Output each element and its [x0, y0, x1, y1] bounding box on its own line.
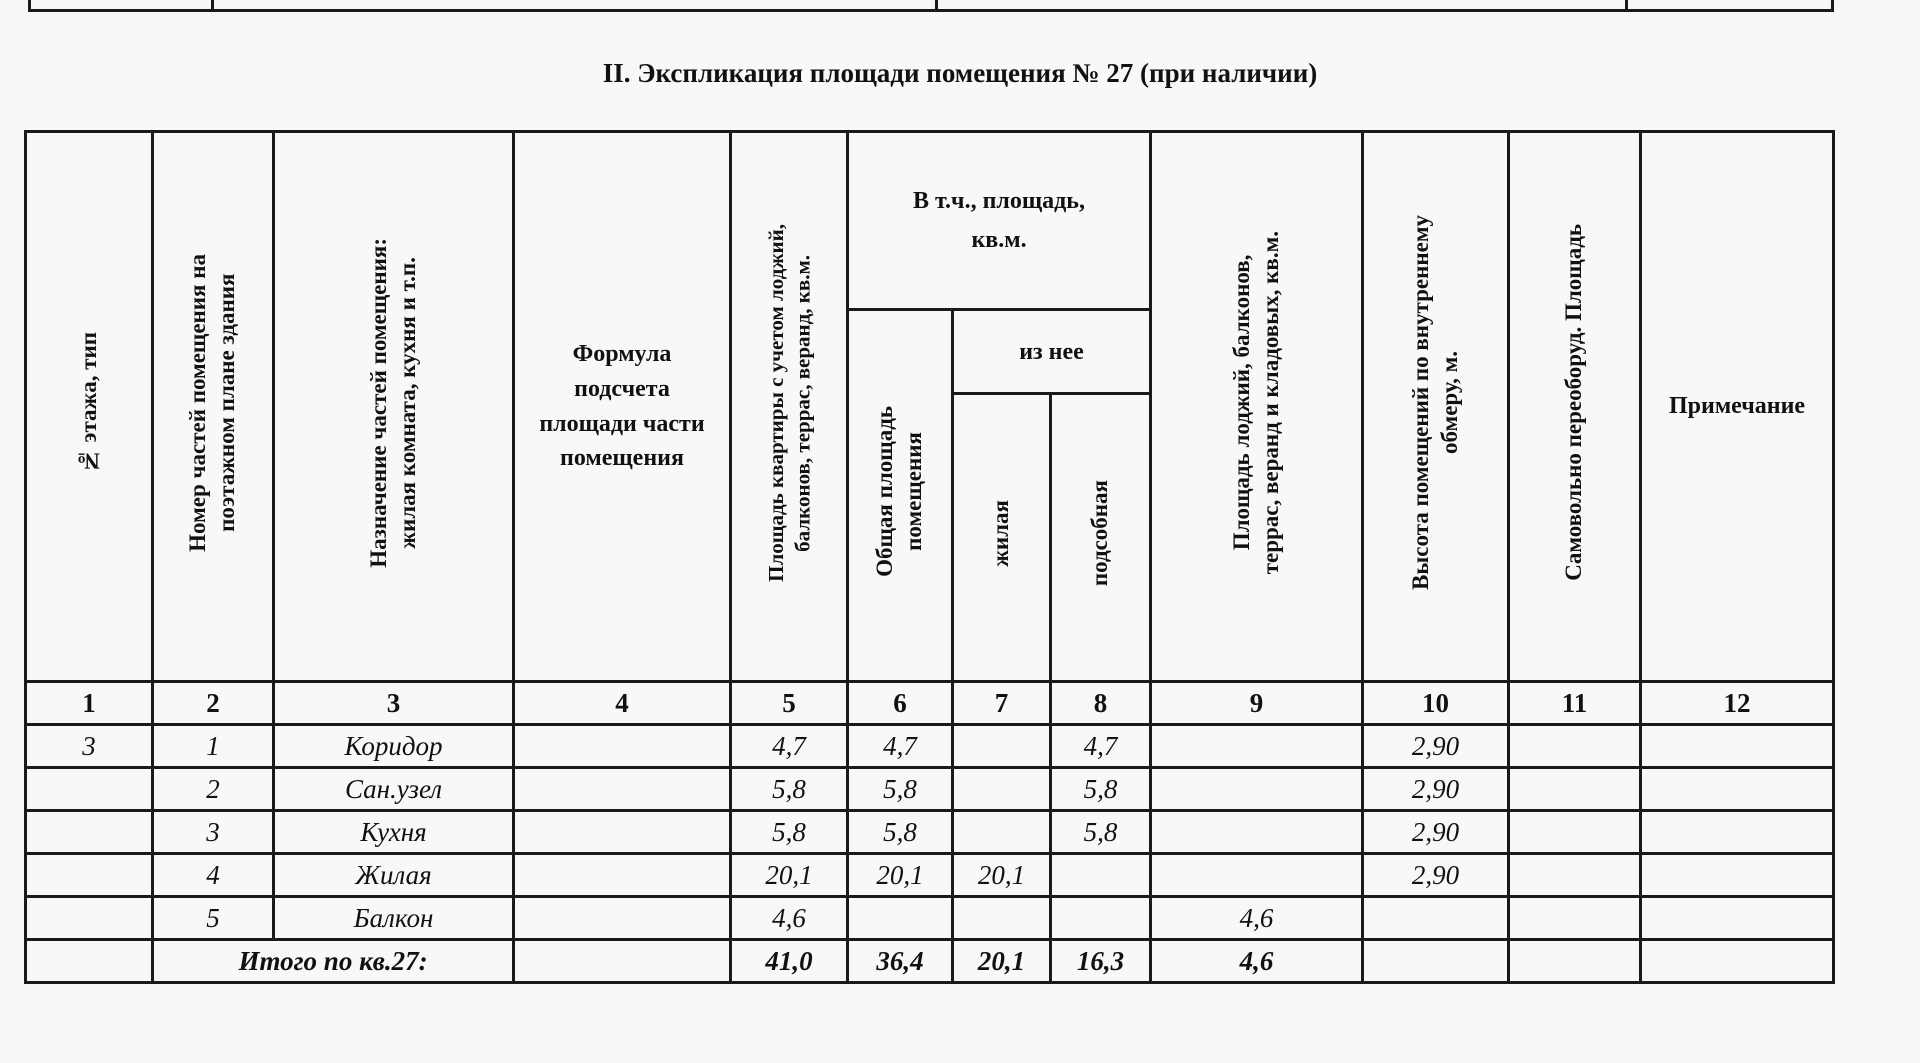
cell-auxiliary: 5,8: [1051, 811, 1151, 854]
cell-name: Сан.узел: [274, 768, 514, 811]
header-formula: Формула подсчета площади части помещения: [514, 132, 731, 682]
cell-formula: [514, 725, 731, 768]
col-number: 5: [731, 682, 848, 725]
col-number: 9: [1151, 682, 1363, 725]
explication-table: [24, 130, 1835, 984]
cell-number: 2: [153, 768, 274, 811]
cell-height: 2,90: [1363, 768, 1509, 811]
table-row: [26, 811, 1834, 854]
cell-floor: 3: [26, 725, 153, 768]
table-row: [26, 768, 1834, 811]
header-floor: № этажа, тип: [26, 132, 153, 682]
total-row: [26, 940, 1834, 983]
previous-table-bottom: [28, 0, 1834, 12]
header-unauthorized: Самовольно переоборуд. Площадь: [1509, 132, 1641, 682]
cell-loggia: [1151, 768, 1363, 811]
column-numbers-row: [26, 682, 1834, 725]
header-general-area: Общая площадь помещения: [848, 310, 953, 682]
cell-living: 20,1: [953, 854, 1051, 897]
cell-height: 2,90: [1363, 854, 1509, 897]
cell-formula: [514, 768, 731, 811]
col-number: 11: [1509, 682, 1641, 725]
header-apartment-area: Площадь квартиры с учетом лоджий, балконов, террас, веранд, кв.м.: [731, 132, 848, 682]
cell-formula: [514, 811, 731, 854]
header-part-number: Номер частей помещения на поэтажном плане здания: [153, 132, 274, 682]
header-purpose: Назначение частей помещения: жилая комната, кухня и т.п.: [274, 132, 514, 682]
cell-note: [1641, 725, 1834, 768]
cell-empty: [1641, 940, 1834, 983]
cell-general: 20,1: [848, 854, 953, 897]
cell-unauth: [1509, 854, 1641, 897]
col-number: 2: [153, 682, 274, 725]
table-row: [26, 854, 1834, 897]
cell-empty: [1363, 940, 1509, 983]
cell-living: [953, 725, 1051, 768]
cell-floor: [26, 854, 153, 897]
col-number: 6: [848, 682, 953, 725]
cell-loggia: [1151, 854, 1363, 897]
section-title: II. Экспликация площади помещения № 27 (при наличии): [602, 58, 1318, 88]
table-row: [26, 897, 1834, 940]
cell-area: 5,8: [731, 811, 848, 854]
col-number: 10: [1363, 682, 1509, 725]
cell-living: [953, 811, 1051, 854]
cell-area: 20,1: [731, 854, 848, 897]
total-living: 20,1: [953, 940, 1051, 983]
header-living: жилая: [953, 394, 1051, 682]
cell-area: 4,7: [731, 725, 848, 768]
header-note: Примечание: [1641, 132, 1834, 682]
cell-height: [1363, 897, 1509, 940]
cell-loggia: 4,6: [1151, 897, 1363, 940]
header-row: [26, 132, 1834, 310]
total-loggia: 4,6: [1151, 940, 1363, 983]
cell-note: [1641, 768, 1834, 811]
cell-note: [1641, 811, 1834, 854]
cell-living: [953, 897, 1051, 940]
col-number: 8: [1051, 682, 1151, 725]
cell-formula: [514, 940, 731, 983]
cell-note: [1641, 897, 1834, 940]
cell-name: Коридор: [274, 725, 514, 768]
col-number: 12: [1641, 682, 1834, 725]
cell-auxiliary: [1051, 854, 1151, 897]
cell-general: [848, 897, 953, 940]
cell-loggia: [1151, 725, 1363, 768]
header-including: В т.ч., площадь, кв.м.: [848, 132, 1151, 310]
cell-note: [1641, 854, 1834, 897]
total-label: Итого по кв.27:: [153, 940, 514, 983]
header-auxiliary: подсобная: [1051, 394, 1151, 682]
cell-unauth: [1509, 897, 1641, 940]
cell-loggia: [1151, 811, 1363, 854]
cell-number: 3: [153, 811, 274, 854]
cell-number: 5: [153, 897, 274, 940]
col-number: 7: [953, 682, 1051, 725]
header-height: Высота помещений по внутреннему обмеру, м.: [1363, 132, 1509, 682]
cell-unauth: [1509, 811, 1641, 854]
cell-unauth: [1509, 768, 1641, 811]
cell-floor: [26, 768, 153, 811]
total-auxiliary: 16,3: [1051, 940, 1151, 983]
cell-formula: [514, 897, 731, 940]
cell-unauth: [1509, 725, 1641, 768]
cell-height: 2,90: [1363, 811, 1509, 854]
header-of-which: из нее: [953, 310, 1151, 394]
total-area: 41,0: [731, 940, 848, 983]
col-number: 4: [514, 682, 731, 725]
cell-general: 4,7: [848, 725, 953, 768]
cell-area: 4,6: [731, 897, 848, 940]
total-general: 36,4: [848, 940, 953, 983]
cell-auxiliary: 5,8: [1051, 768, 1151, 811]
cell-name: Балкон: [274, 897, 514, 940]
cell-floor: [26, 897, 153, 940]
col-number: 3: [274, 682, 514, 725]
cell-auxiliary: [1051, 897, 1151, 940]
cell-height: 2,90: [1363, 725, 1509, 768]
cell-number: 1: [153, 725, 274, 768]
cell-living: [953, 768, 1051, 811]
cell-number: 4: [153, 854, 274, 897]
cell-name: Жилая: [274, 854, 514, 897]
table-row: [26, 725, 1834, 768]
cell-general: 5,8: [848, 811, 953, 854]
col-number: 1: [26, 682, 153, 725]
cell-auxiliary: 4,7: [1051, 725, 1151, 768]
cell-empty: [1509, 940, 1641, 983]
cell-empty: [26, 940, 153, 983]
header-loggia-area: Площадь лоджий, балконов, террас, веранд и кладовых, кв.м.: [1151, 132, 1363, 682]
cell-floor: [26, 811, 153, 854]
cell-area: 5,8: [731, 768, 848, 811]
cell-general: 5,8: [848, 768, 953, 811]
cell-formula: [514, 854, 731, 897]
cell-name: Кухня: [274, 811, 514, 854]
